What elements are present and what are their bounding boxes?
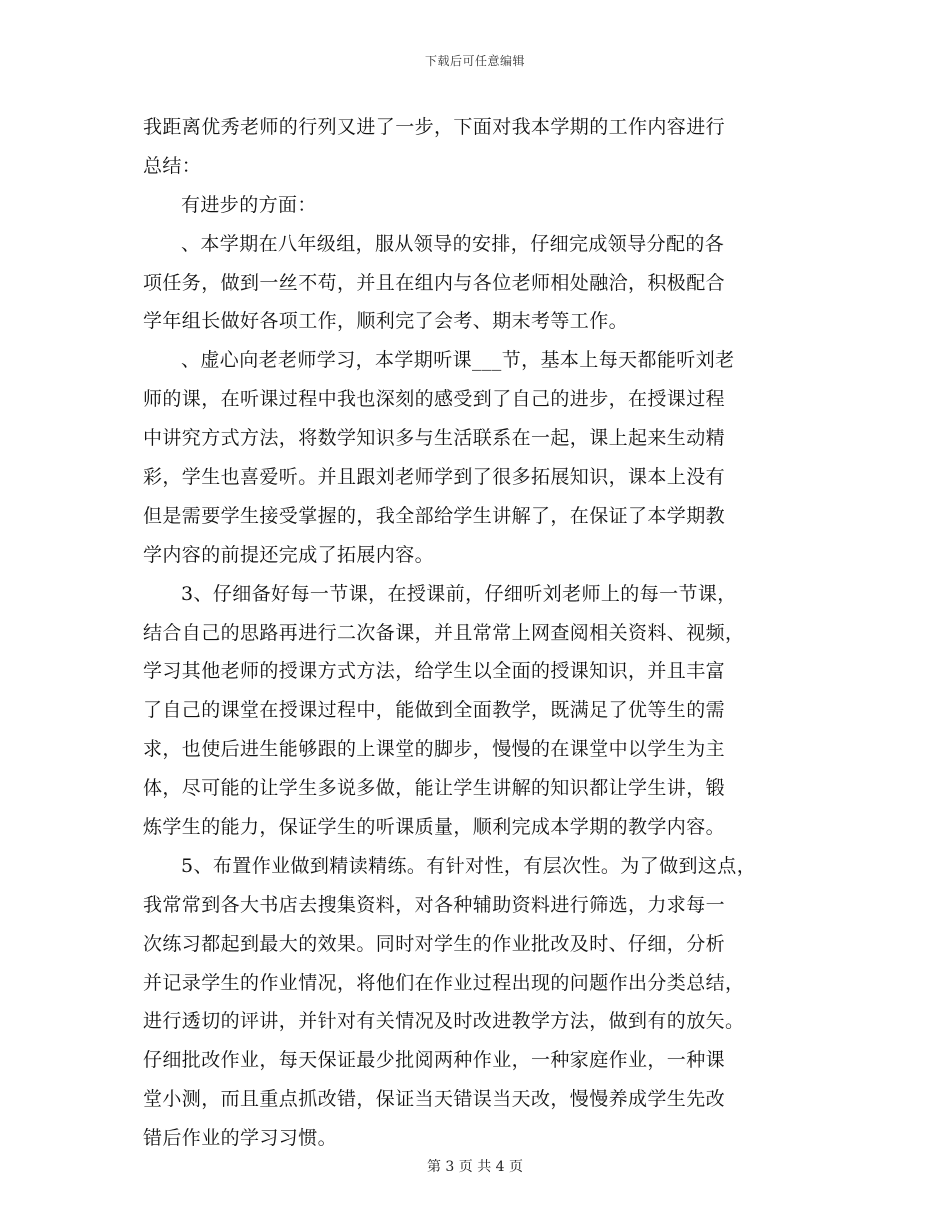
text-line: 次练习都起到最大的效果。同时对学生的作业批改及时、仔细，分析 xyxy=(143,932,726,955)
text-line: 学年组长做好各项工作，顺利完了会考、期末考等工作。 xyxy=(143,310,629,333)
text-line: 总结： xyxy=(143,154,202,177)
text-line: 师的课，在听课过程中我也深刻的感受到了自己的进步，在授课过程 xyxy=(143,388,726,411)
text-line: 体，尽可能的让学生多说多做，能让学生讲解的知识都让学生讲，锻 xyxy=(143,777,726,800)
text-line: 我常常到各大书店去搜集资料，对各种辅助资料进行筛选，力求每一 xyxy=(143,893,726,916)
text-line: 项任务，做到一丝不苟，并且在组内与各位老师相处融洽，积极配合 xyxy=(143,271,726,294)
text-line: 了自己的课堂在授课过程中，能做到全面教学，既满足了优等生的需 xyxy=(143,699,726,722)
text-line: 学内容的前提还完成了拓展内容。 xyxy=(143,543,435,566)
text-line: 堂小测，而且重点抓改错，保证当天错误当天改，慢慢养成学生先改 xyxy=(143,1088,726,1111)
page-header: 下载后可任意编辑 xyxy=(424,54,525,68)
text-line: 、虚心向老老师学习，本学期听课___节，基本上每天都能听刘老 xyxy=(181,349,735,372)
text-line: 有进步的方面： xyxy=(181,193,317,216)
text-line: 仔细批改作业，每天保证最少批阅两种作业，一种家庭作业，一种课 xyxy=(143,1049,726,1072)
text-line: 进行透切的评讲，并针对有关情况及时改进教学方法，做到有的放矢。 xyxy=(143,1010,745,1033)
text-line: 错后作业的学习习惯。 xyxy=(143,1127,338,1150)
text-line: 但是需要学生接受掌握的，我全部给学生讲解了，在保证了本学期教 xyxy=(143,504,726,527)
document-body xyxy=(143,108,823,1158)
page-footer: 第 3 页 共 4 页 xyxy=(426,1159,524,1175)
text-line: 炼学生的能力，保证学生的听课质量，顺利完成本学期的教学内容。 xyxy=(143,816,726,839)
text-line: 我距离优秀老师的行列又进了一步，下面对我本学期的工作内容进行 xyxy=(143,116,726,138)
text-line: 3、仔细备好每一节课，在授课前，仔细听刘老师上的每一节课， xyxy=(181,582,737,605)
text-line: 、本学期在八年级组，服从领导的安排，仔细完成领导分配的各 xyxy=(181,232,725,255)
text-line: 5、布置作业做到精读精练。有针对性，有层次性。为了做到这点， xyxy=(181,854,757,877)
text-line: 中讲究方式方法，将数学知识多与生活联系在一起，课上起来生动精 xyxy=(143,427,726,450)
text-line: 求，也使后进生能够跟的上课堂的脚步，慢慢的在课堂中以学生为主 xyxy=(143,738,726,761)
text-line: 结合自己的思路再进行二次备课，并且常常上网查阅相关资料、视频， xyxy=(143,621,745,644)
text-line: 彩，学生也喜爱听。并且跟刘老师学到了很多拓展知识，课本上没有 xyxy=(143,466,726,489)
text-line: 学习其他老师的授课方式方法，给学生以全面的授课知识，并且丰富 xyxy=(143,660,726,683)
text-line: 并记录学生的作业情况，将他们在作业过程出现的问题作出分类总结， xyxy=(143,971,745,994)
